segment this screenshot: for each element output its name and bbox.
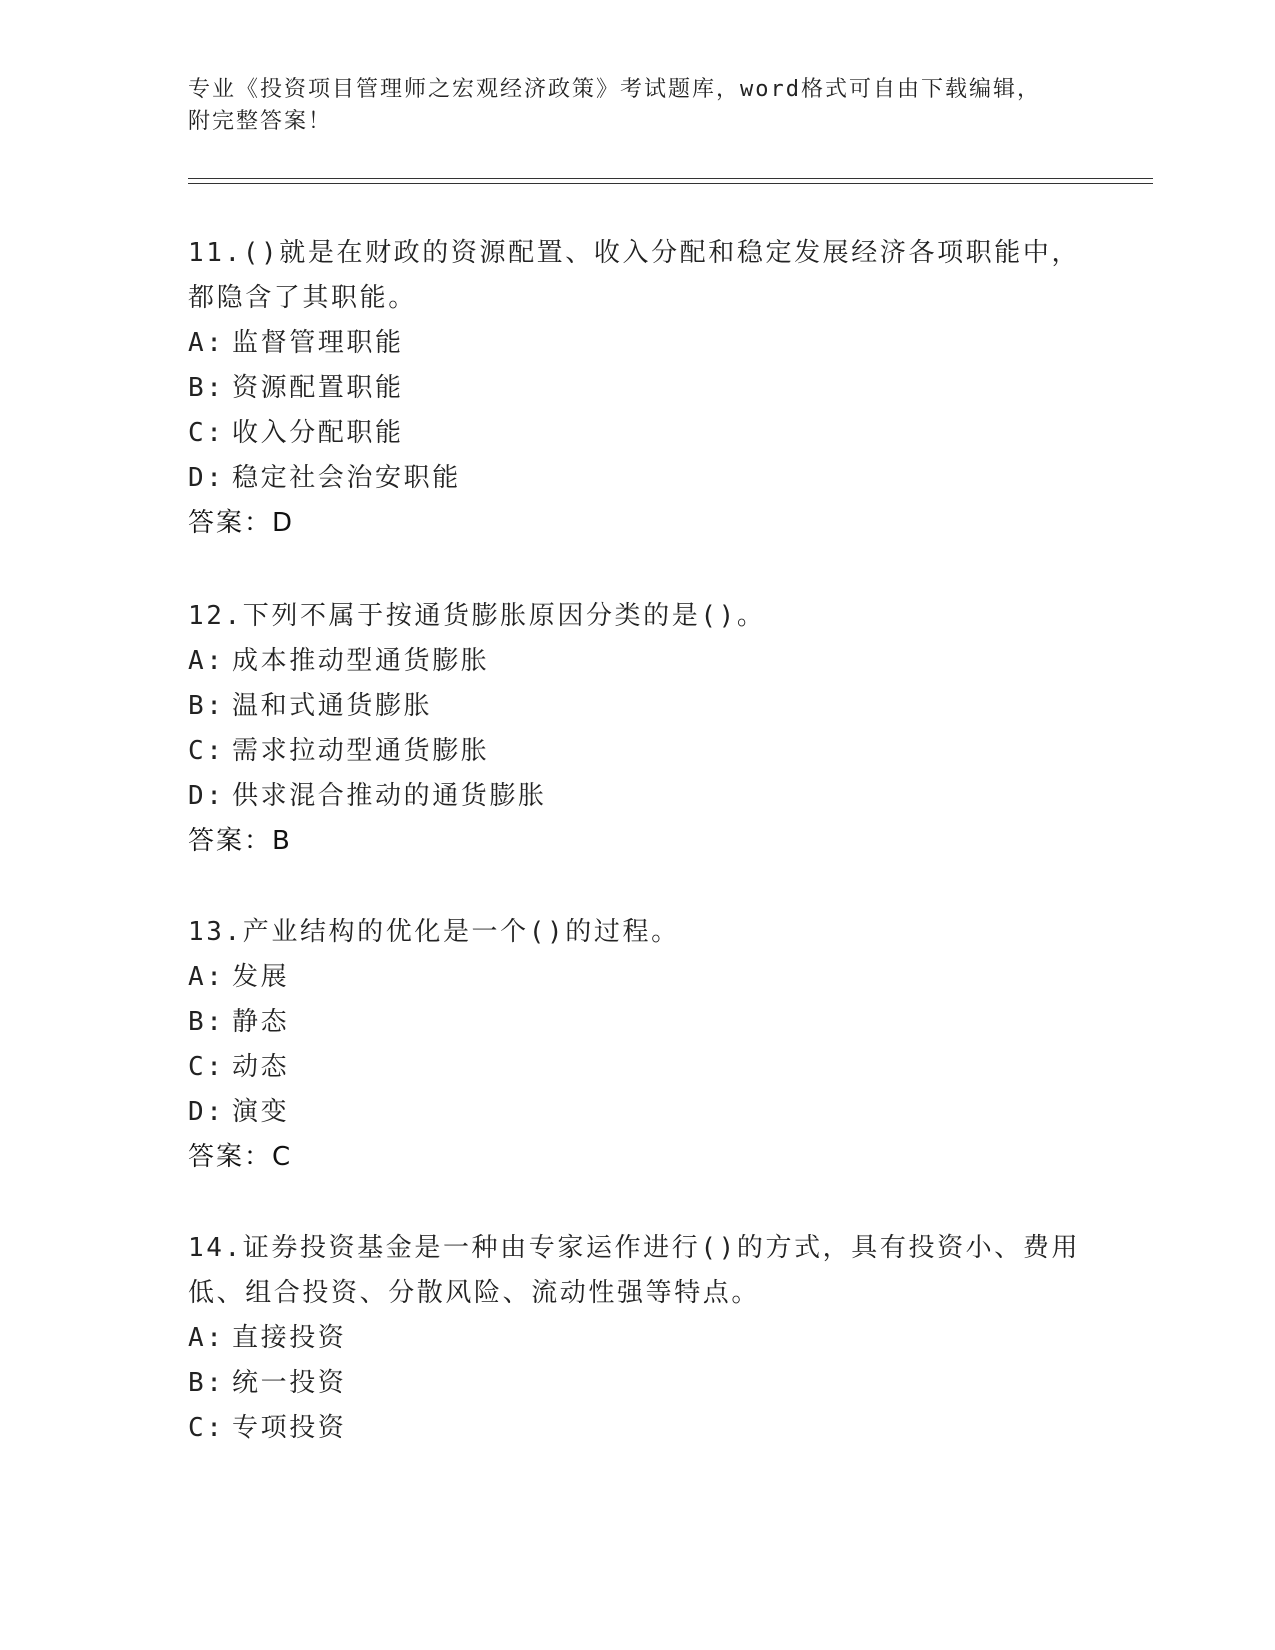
option-key: C: (188, 1052, 225, 1082)
option-text: 发展 (232, 962, 290, 992)
question-stem-line-1: 14.证券投资基金是一种由专家运作进行()的方式，具有投资小、费用 (188, 1233, 1081, 1263)
option-d (188, 456, 1088, 501)
question-stem-line-2: 低、组合投资、分散风险、流动性强等特点。 (188, 1278, 761, 1308)
question-stem-line-1: 12.下列不属于按通货膨胀原因分类的是()。 (188, 601, 766, 631)
option-text: 动态 (232, 1052, 290, 1082)
question-12 (188, 594, 1088, 864)
option-text: 成本推动型通货膨胀 (232, 646, 490, 676)
header-divider-bottom (188, 183, 1153, 184)
option-b (188, 1361, 1088, 1406)
option-d (188, 1090, 1088, 1135)
question-stem-line-1: 11.()就是在财政的资源配置、收入分配和稳定发展经济各项职能中， (188, 238, 1081, 268)
option-key: C: (188, 418, 225, 448)
header-line-1: 专业《投资项目管理师之宏观经济政策》考试题库，word格式可自由下载编辑， (188, 77, 1041, 102)
option-c (188, 729, 1088, 774)
option-key: A: (188, 1323, 225, 1353)
option-a (188, 1316, 1088, 1361)
answer-line: 答案：C (188, 1142, 293, 1172)
question-stem-line-1: 13.产业结构的优化是一个()的过程。 (188, 917, 680, 947)
option-key: B: (188, 1007, 225, 1037)
option-b (188, 684, 1088, 729)
header-line-2: 附完整答案！ (188, 109, 333, 134)
question-11 (188, 231, 1088, 546)
option-text: 演变 (232, 1097, 290, 1127)
option-text: 温和式通货膨胀 (232, 691, 433, 721)
option-text: 统一投资 (232, 1368, 347, 1398)
question-13 (188, 910, 1088, 1180)
option-text: 收入分配职能 (232, 418, 404, 448)
option-c (188, 1406, 1088, 1451)
option-a (188, 321, 1088, 366)
option-b (188, 366, 1088, 411)
question-14 (188, 1226, 1088, 1451)
option-key: B: (188, 373, 225, 403)
option-text: 直接投资 (232, 1323, 347, 1353)
option-key: C: (188, 1413, 225, 1443)
option-key: D: (188, 463, 225, 493)
option-d (188, 774, 1088, 819)
option-text: 稳定社会治安职能 (232, 463, 461, 493)
option-key: A: (188, 328, 225, 358)
option-b (188, 1000, 1088, 1045)
header-divider-top (188, 178, 1153, 179)
answer-line: 答案：B (188, 826, 292, 856)
option-a (188, 955, 1088, 1000)
option-text: 资源配置职能 (232, 373, 404, 403)
option-text: 专项投资 (232, 1413, 347, 1443)
question-stem-line-2: 都隐含了其职能。 (188, 283, 417, 313)
option-text: 供求混合推动的通货膨胀 (232, 781, 547, 811)
option-key: B: (188, 691, 225, 721)
option-text: 静态 (232, 1007, 290, 1037)
answer-line: 答案：D (188, 508, 295, 538)
option-text: 监督管理职能 (232, 328, 404, 358)
option-key: D: (188, 781, 225, 811)
option-key: D: (188, 1097, 225, 1127)
option-key: A: (188, 646, 225, 676)
option-a (188, 639, 1088, 684)
option-text: 需求拉动型通货膨胀 (232, 736, 490, 766)
option-key: C: (188, 736, 225, 766)
document-header (188, 74, 1068, 138)
option-c (188, 411, 1088, 456)
option-key: B: (188, 1368, 225, 1398)
option-c (188, 1045, 1088, 1090)
option-key: A: (188, 962, 225, 992)
